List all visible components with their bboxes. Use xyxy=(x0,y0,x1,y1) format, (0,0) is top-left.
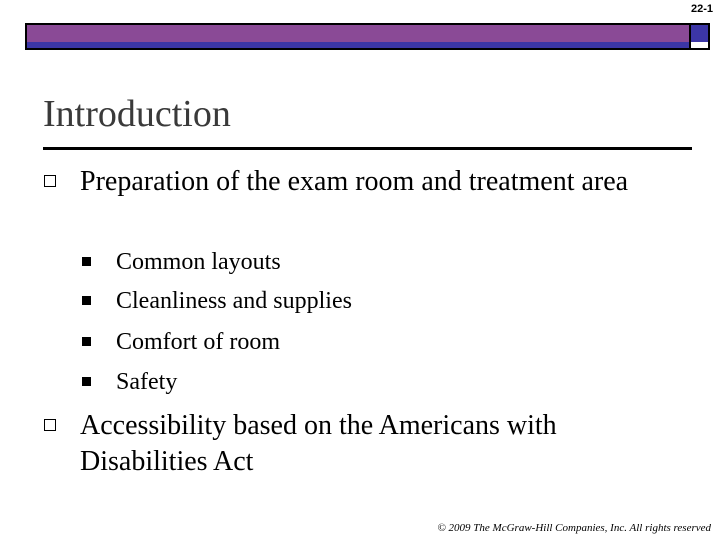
hollow-square-bullet-icon xyxy=(44,175,56,187)
slide-title: Introduction xyxy=(43,93,231,135)
copyright-footer: © 2009 The McGraw-Hill Companies, Inc. All rights reserved xyxy=(437,522,711,534)
bullet-item xyxy=(44,164,644,236)
sub-bullet-text: Common layouts xyxy=(116,249,281,275)
sub-bullet-item xyxy=(82,367,482,397)
sub-bullet-item xyxy=(82,327,482,357)
sub-bullet-text: Cleanliness and supplies xyxy=(116,288,352,314)
page-number: 22-1 xyxy=(690,3,713,15)
bullet-text: Accessibility based on the Americans with Disabilities Act xyxy=(80,410,557,477)
sub-bullet-text: Safety xyxy=(116,369,178,395)
filled-square-bullet-icon xyxy=(82,257,91,266)
sub-bullet-item xyxy=(82,286,482,316)
header-banner xyxy=(25,23,710,50)
banner-corner-line xyxy=(689,42,708,48)
hollow-square-bullet-icon xyxy=(44,419,56,431)
banner-blue-strip xyxy=(27,42,691,48)
banner-purple-band xyxy=(27,25,691,42)
bullet-text: Preparation of the exam room and treatment area xyxy=(80,166,629,197)
filled-square-bullet-icon xyxy=(82,377,91,386)
sub-bullet-text: Comfort of room xyxy=(116,329,280,355)
title-underline xyxy=(43,147,692,150)
filled-square-bullet-icon xyxy=(82,296,91,305)
banner-corner-box xyxy=(689,25,708,42)
sub-bullet-item xyxy=(82,247,482,277)
filled-square-bullet-icon xyxy=(82,337,91,346)
bullet-item xyxy=(44,408,644,484)
